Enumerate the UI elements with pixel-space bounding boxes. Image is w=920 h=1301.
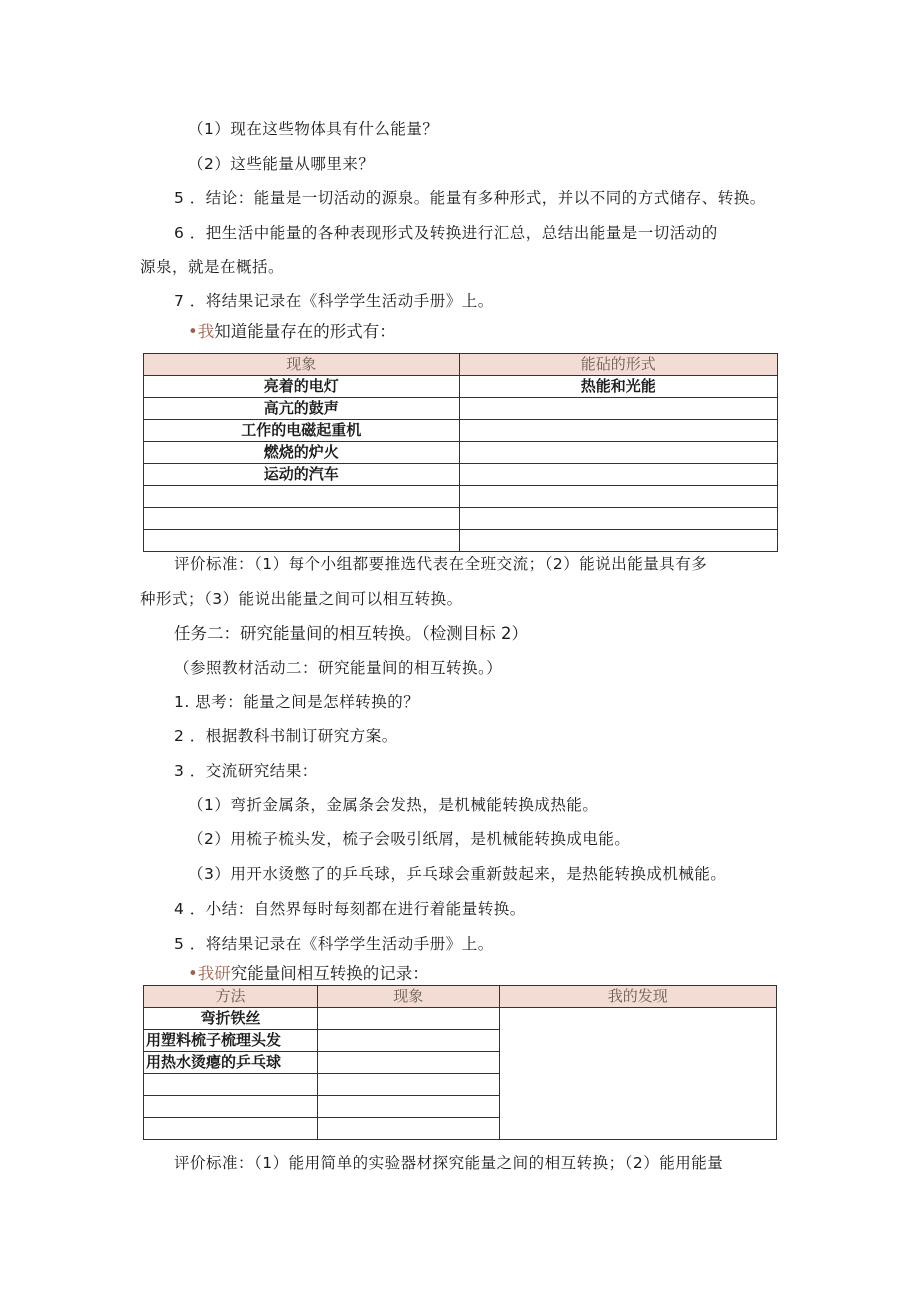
table-header-row: [144, 354, 778, 376]
method-cell: [144, 1118, 318, 1140]
phenomenon-cell: [317, 1096, 499, 1118]
reference-note: （参照教材活动二：研究能量间的相互转换。）: [174, 659, 503, 677]
energy-form-cell: [459, 530, 777, 552]
phenomenon-cell: [317, 1008, 499, 1030]
header-my-discovery: 我的发现: [499, 986, 776, 1008]
phenomenon-cell: 高亢的鼓声: [144, 398, 460, 420]
phenomenon-cell: [317, 1118, 499, 1140]
energy-form-cell: [459, 420, 777, 442]
evaluation-1: 评价标准：（1）每个小组都要推选代表在全班交流；（2）能说出能量具有多: [174, 555, 708, 573]
energy-form-cell: [459, 508, 777, 530]
step-5-record: 5 ．将结果记录在《科学学生活动手册》上。: [174, 935, 494, 953]
question-2: （2）这些能量从哪里来？: [188, 155, 375, 173]
phenomenon-cell: [317, 1052, 499, 1074]
result-1: （1）弯折金属条，金属条会发热，是机械能转换成热能。: [188, 796, 599, 814]
energy-form-cell: [459, 464, 777, 486]
discovery-cell: [499, 1008, 776, 1140]
energy-form-cell: [459, 398, 777, 420]
step-6-continued: 源泉，就是在概括。: [140, 258, 285, 276]
table-row: [144, 530, 778, 552]
phenomenon-cell: [144, 486, 460, 508]
phenomenon-cell: 运动的汽车: [144, 464, 460, 486]
table-row: [144, 398, 778, 420]
evaluation-2: 评价标准：（1）能用简单的实验器材探究能量之间的相互转换；（2）能用能量: [174, 1154, 724, 1172]
header-phenomenon: 现象: [144, 354, 460, 376]
energy-form-cell: [459, 486, 777, 508]
step-4-summary: 4 ．小结：自然界每时每刻都在进行着能量转换。: [174, 900, 526, 918]
header-method: 方法: [144, 986, 318, 1008]
phenomenon-cell: [317, 1030, 499, 1052]
step-2-plan: 2 ．根据教科书制订研究方案。: [174, 727, 398, 745]
table-row: [144, 420, 778, 442]
question-1: （1）现在这些物体具有什么能量？: [188, 120, 439, 138]
caption-text: 究能量间相互转换的记录：: [230, 964, 429, 983]
table-row: [144, 508, 778, 530]
energy-conversion-table: [143, 985, 777, 1140]
table-row: [144, 376, 778, 398]
table-row: [144, 1008, 777, 1030]
method-cell: [144, 1074, 318, 1096]
phenomenon-cell: [144, 508, 460, 530]
result-2: （2）用梳子梳头发，梳子会吸引纸屑，是机械能转换成电能。: [188, 830, 631, 848]
evaluation-1-continued: 种形式；（3）能说出能量之间可以相互转换。: [140, 590, 463, 608]
caption-text: 知道能量存在的形式有：: [214, 322, 396, 341]
header-phenomenon: 现象: [317, 986, 499, 1008]
phenomenon-cell: 亮着的电灯: [144, 376, 460, 398]
header-energy-form: 能砧的形式: [459, 354, 777, 376]
energy-form-cell: [459, 442, 777, 464]
task-2-title: 任务二：研究能量间的相互转换。（检测目标 2）: [174, 624, 528, 643]
step-7: 7 ．将结果记录在《科学学生活动手册》上。: [174, 292, 494, 310]
table2-caption: [188, 963, 429, 985]
caption-prefix: •我研: [188, 964, 231, 983]
phenomenon-cell: 燃烧的炉火: [144, 442, 460, 464]
table-header-row: [144, 986, 777, 1008]
table1-caption: [188, 321, 396, 343]
table-row: [144, 442, 778, 464]
result-3: （3）用开水烫憋了的乒乓球，乒乓球会重新鼓起来，是热能转换成机械能。: [188, 865, 727, 883]
energy-form-cell: 热能和光能: [459, 376, 777, 398]
phenomenon-cell: [144, 530, 460, 552]
step-1-think: 1. 思考：能量之间是怎样转换的？: [174, 693, 420, 711]
phenomenon-cell: 工作的电磁起重机: [144, 420, 460, 442]
step-5-conclusion: 5 ．结论：能量是一切活动的源泉。能量有多种形式，并以不同的方式储存、转换。: [174, 189, 766, 207]
method-cell: 弯折铁丝: [144, 1008, 318, 1030]
step-3-share: 3 ．交流研究结果：: [174, 762, 318, 780]
energy-forms-table: [143, 353, 778, 552]
caption-prefix: •我: [188, 322, 215, 341]
method-cell: 用塑料梳子梳理头发: [144, 1030, 318, 1052]
phenomenon-cell: [317, 1074, 499, 1096]
method-cell: [144, 1096, 318, 1118]
table-row: [144, 486, 778, 508]
table-row: [144, 464, 778, 486]
method-cell: 用热水烫瘪的乒乓球: [144, 1052, 318, 1074]
step-6: 6 ．把生活中能量的各种表现形式及转换进行汇总，总结出能量是一切活动的: [174, 224, 718, 242]
